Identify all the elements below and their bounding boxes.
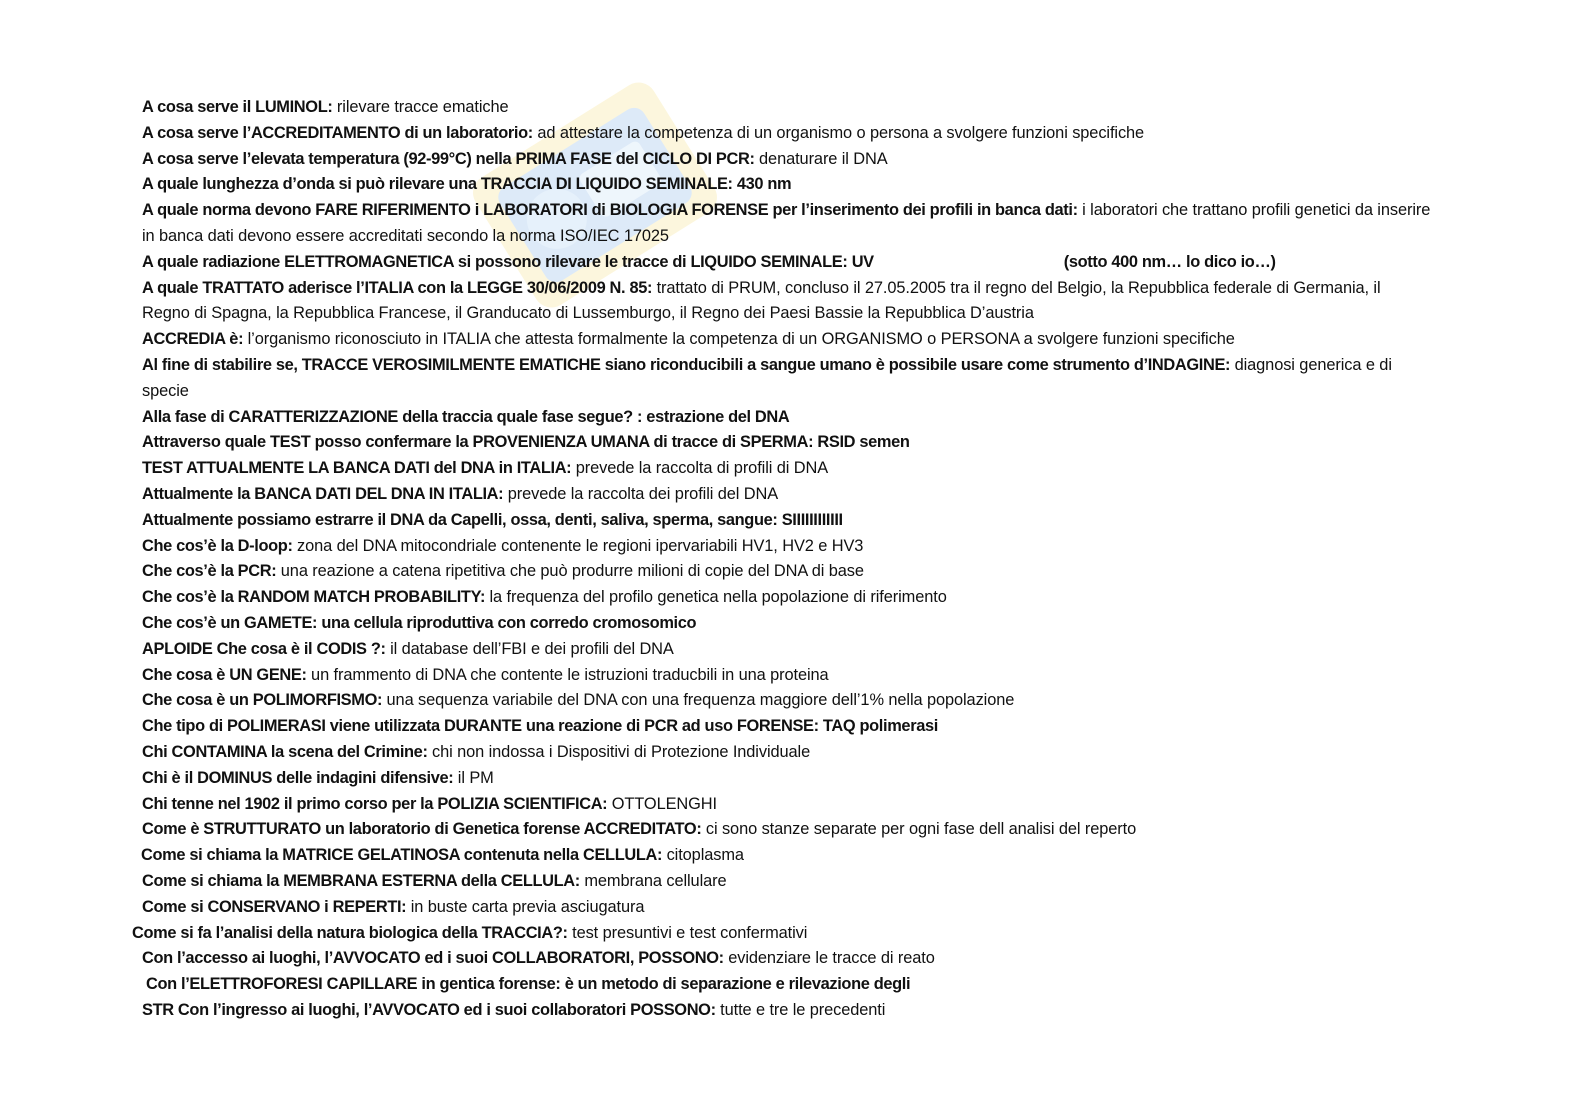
qa-item	[142, 147, 1432, 173]
qa-item	[142, 405, 1432, 431]
qa-item	[142, 817, 1432, 843]
question-text: A quale TRATTATO aderisce l’ITALIA con la LEGGE 30/06/2009 N. 85:	[142, 278, 653, 297]
qa-item	[142, 250, 1432, 276]
side-note: (sotto 400 nm… lo dico io…)	[1063, 252, 1276, 271]
question-text: A quale radiazione ELETTROMAGNETICA si possono rilevare le tracce di LIQUIDO SEMINALE: UV	[142, 252, 874, 271]
qa-item	[142, 946, 962, 972]
answer-text: la frequenza del profilo genetica nella popolazione di riferimento	[485, 588, 947, 607]
answer-text: tutte e tre le precedenti	[715, 1000, 886, 1019]
question-text: Che cosa è un POLIMORFISMO:	[142, 691, 383, 710]
answer-text: una reazione a catena ripetitiva che può produrre milioni di copie del DNA di base	[276, 562, 864, 581]
answer-text: un frammento di DNA che contente le istruzioni traducbili in una proteina	[306, 665, 829, 684]
answer-text: ci sono stanze separate per ogni fase dell analisi del reperto	[701, 820, 1137, 839]
qa-item	[142, 637, 1432, 663]
answer-text: evidenziare le tracce di reato	[723, 949, 935, 968]
question-text: ACCREDIA è:	[142, 330, 244, 349]
qa-item	[142, 998, 1432, 1024]
qa-item	[142, 895, 1432, 921]
qa-item	[141, 843, 1432, 869]
answer-text: l’organismo riconosciuto in ITALIA che attesta formalmente la competenza di un ORGANISMO o PERSONA a svolgere funzioni specifiche	[243, 330, 1235, 349]
question-text: Che cosa è UN GENE:	[142, 665, 307, 684]
qa-item	[142, 585, 1432, 611]
qa-item	[142, 534, 1432, 560]
qa-item	[142, 714, 1432, 740]
question-text: A cosa serve l’elevata temperatura (92-99°C) nella PRIMA FASE del CICLO DI PCR:	[142, 149, 755, 168]
qa-item	[142, 482, 1432, 508]
answer-text: i laboratori che trattano profili genetici da inserire in banca dati devono essere accreditati secondo la norma ISO/IEC 17025	[142, 201, 1431, 245]
question-text: STR Con l’ingresso ai luoghi, l’AVVOCATO ed i suoi collaboratori POSSONO:	[142, 1000, 716, 1019]
question-text: Che tipo di POLIMERASI viene utilizzata DURANTE una reazione di PCR ad uso FORENSE: TAQ polimerasi	[142, 717, 938, 736]
question-text: A quale lunghezza d’onda si può rilevare una TRACCIA DI LIQUIDO SEMINALE: 430 nm	[142, 175, 792, 194]
question-text: Come è STRUTTURATO un laboratorio di Genetica forense ACCREDITATO:	[142, 820, 702, 839]
question-text: Alla fase di CARATTERIZZAZIONE della traccia quale fase segue? : estrazione del DNA	[142, 407, 790, 426]
answer-text: chi non indossa i Dispositivi di Protezione Individuale	[427, 742, 811, 761]
question-text: Che cos’è la RANDOM MATCH PROBABILITY:	[142, 588, 486, 607]
question-text: Che cos’è la D-loop:	[142, 536, 293, 555]
answer-text: una sequenza variabile del DNA con una frequenza maggiore dell’1% nella popolazione	[382, 691, 1015, 710]
qa-item	[142, 869, 1432, 895]
qa-item	[132, 921, 1432, 947]
question-text: Attraverso quale TEST posso confermare la PROVENIENZA UMANA di tracce di SPERMA: RSID semen	[142, 433, 910, 452]
question-text: Come si CONSERVANO i REPERTI:	[142, 897, 407, 916]
document-body	[132, 95, 1432, 1024]
answer-text: zona del DNA mitocondriale contenente le regioni ipervariabili HV1, HV2 e HV3	[292, 536, 864, 555]
question-text: A quale norma devono FARE RIFERIMENTO i LABORATORI di BIOLOGIA FORENSE per l’inserimento dei profili in banca dati:	[142, 201, 1078, 220]
qa-item	[142, 198, 1432, 250]
qa-item	[142, 611, 1432, 637]
question-text: Attualmente possiamo estrarre il DNA da Capelli, ossa, denti, saliva, sperma, sangue: SIIIIIIIIIIII	[142, 510, 843, 529]
answer-text: OTTOLENGHI	[607, 794, 718, 813]
answer-text: rilevare tracce ematiche	[332, 98, 509, 116]
qa-item	[142, 121, 1432, 147]
answer-text: denaturare il DNA	[754, 149, 888, 168]
qa-item	[142, 663, 1432, 689]
qa-item	[142, 172, 1432, 198]
answer-text: diagnosi generica e di specie	[142, 355, 1392, 400]
question-text: APLOIDE Che cosa è il CODIS ?:	[142, 639, 386, 658]
question-text: Chi è il DOMINUS delle indagini difensive:	[142, 768, 454, 787]
answer-text: ad attestare la competenza di un organismo o persona a svolgere funzioni specifiche	[532, 123, 1145, 142]
answer-text: citoplasma	[662, 846, 744, 865]
answer-text: in buste carta previa asciugatura	[406, 897, 645, 916]
answer-text: il PM	[453, 768, 494, 787]
qa-item	[142, 430, 1432, 456]
qa-item	[142, 456, 1432, 482]
question-text: Attualmente la BANCA DATI DEL DNA IN ITALIA:	[142, 484, 504, 503]
question-text: Come si chiama la MATRICE GELATINOSA contenuta nella CELLULA:	[141, 846, 663, 865]
answer-text: prevede la raccolta di profili di DNA	[571, 459, 829, 478]
question-text: Come si chiama la MEMBRANA ESTERNA della CELLULA:	[142, 871, 580, 890]
answer-text: membrana cellulare	[579, 871, 727, 890]
qa-item	[146, 972, 1432, 998]
question-text: A cosa serve il LUMINOL:	[142, 98, 333, 116]
answer-text: il database dell’FBI e dei profili del DNA	[385, 639, 674, 658]
qa-item	[142, 95, 1432, 121]
question-text: Con l’accesso ai luoghi, l’AVVOCATO ed i suoi COLLABORATORI, POSSONO:	[142, 949, 724, 968]
qa-item	[142, 688, 1432, 714]
qa-item	[142, 766, 1432, 792]
question-text: Che cos’è un GAMETE: una cellula riproduttiva con corredo cromosomico	[142, 613, 697, 632]
question-text: Come si fa l’analisi della natura biologica della TRACCIA?:	[132, 923, 568, 942]
question-text: A cosa serve l’ACCREDITAMENTO di un laboratorio:	[142, 123, 533, 142]
question-text: Che cos’è la PCR:	[142, 562, 277, 581]
answer-text: test presuntivi e test confermativi	[567, 923, 808, 942]
qa-item	[142, 508, 1432, 534]
question-text: Con l’ELETTROFORESI CAPILLARE in gentica forense: è un metodo di separazione e rilevazione degli	[146, 975, 911, 994]
question-text: Chi CONTAMINA la scena del Crimine:	[142, 742, 428, 761]
question-text: Chi tenne nel 1902 il primo corso per la POLIZIA SCIENTIFICA:	[142, 794, 608, 813]
qa-item	[142, 327, 1432, 353]
question-text: Al fine di stabilire se, TRACCE VEROSIMILMENTE EMATICHE siano riconducibili a sangue umano è possibile usare come strumento d’INDAGINE:	[142, 355, 1231, 374]
qa-item	[142, 276, 1432, 328]
qa-item	[142, 559, 1432, 585]
qa-item	[142, 740, 1432, 766]
qa-item	[142, 792, 1432, 818]
answer-text: trattato di PRUM, concluso il 27.05.2005 tra il regno del Belgio, la Repubblica federale di Germania, il Regno di Spagna, la Repubblica Francese, il Granducato di Lussemburgo, il Regno dei Paesi Bassie la Repubblica D’austria	[142, 278, 1381, 323]
answer-text: prevede la raccolta dei profili del DNA	[503, 484, 779, 503]
qa-item	[142, 353, 1432, 405]
question-text: TEST ATTUALMENTE LA BANCA DATI del DNA in ITALIA:	[142, 459, 572, 478]
